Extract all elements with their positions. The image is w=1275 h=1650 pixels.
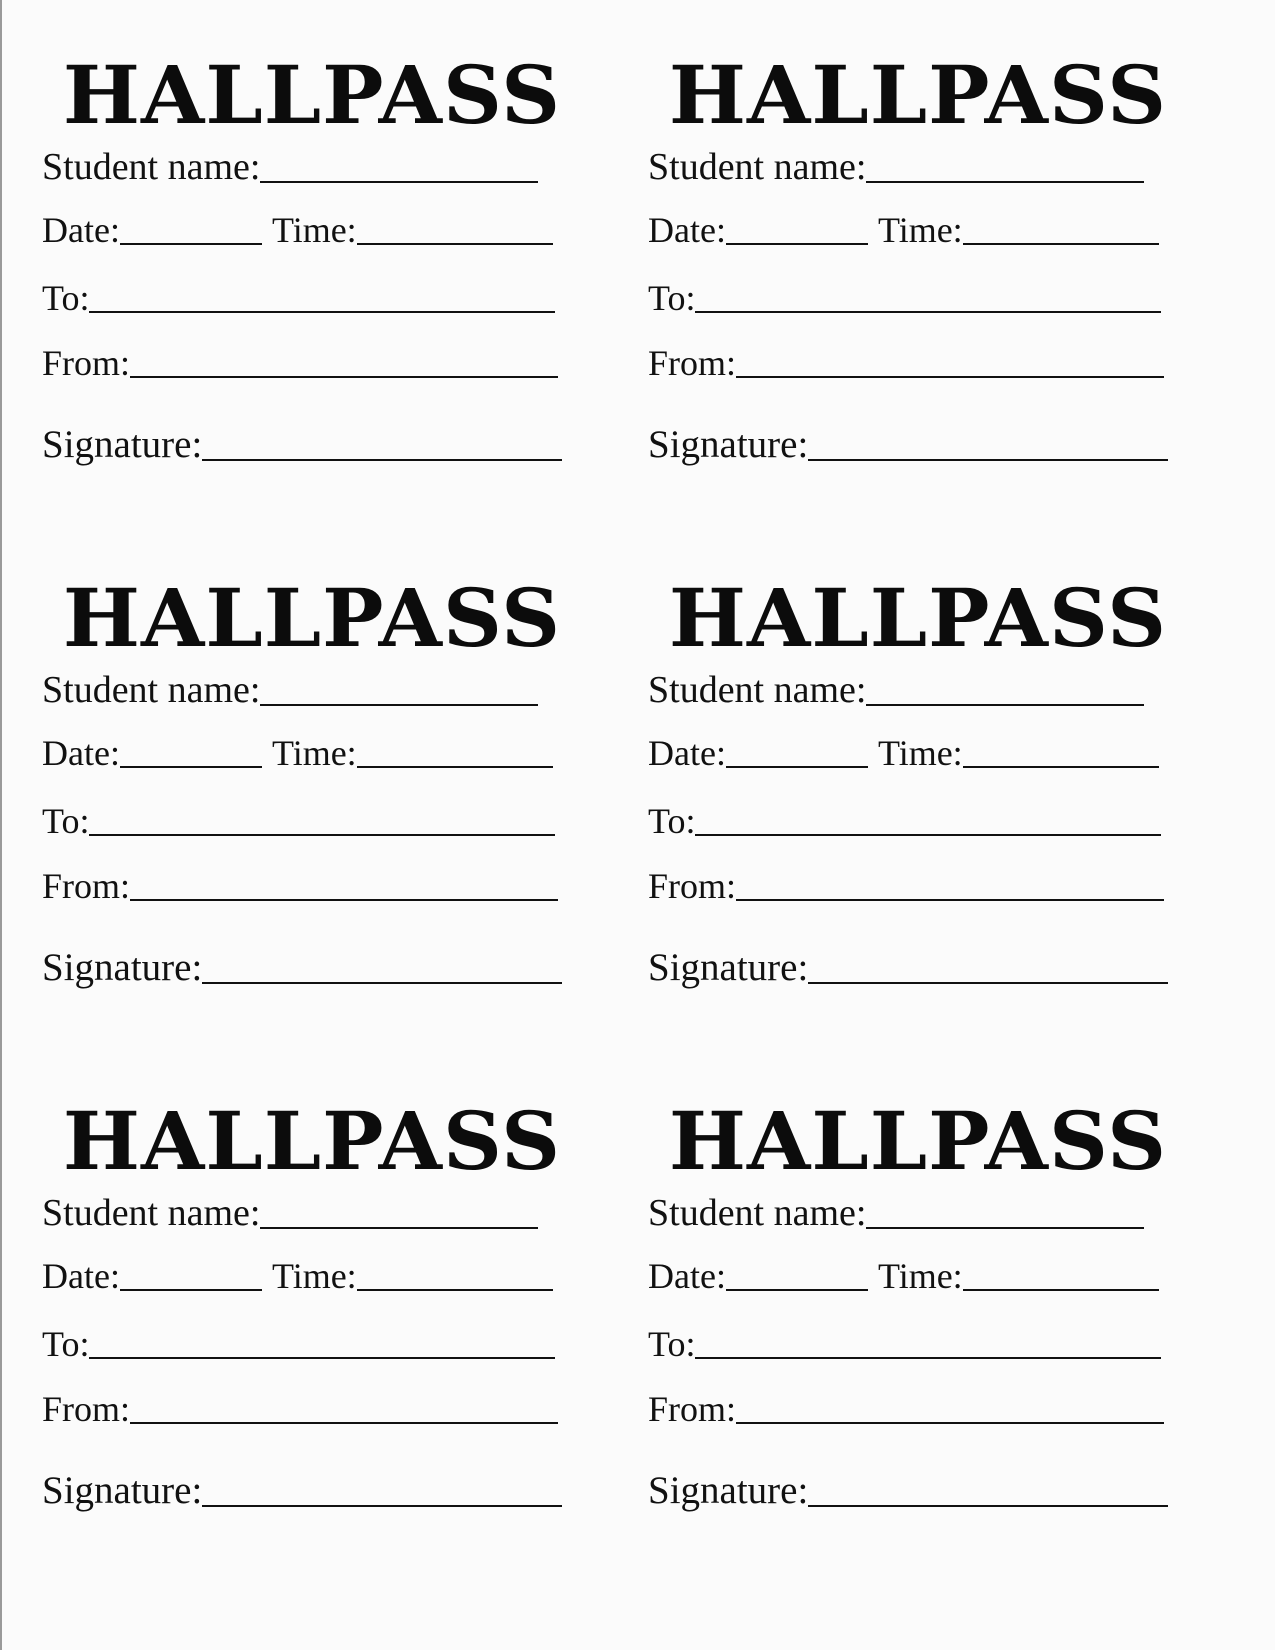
date-time-row bbox=[648, 735, 1159, 771]
hallpass-card-5 bbox=[42, 1046, 612, 1566]
time-blank[interactable] bbox=[963, 243, 1159, 245]
signature-row bbox=[42, 1471, 562, 1510]
to-label: To: bbox=[648, 1324, 696, 1364]
date-time-row bbox=[42, 212, 553, 248]
to-blank[interactable] bbox=[695, 834, 1161, 836]
date-blank[interactable] bbox=[120, 766, 262, 768]
from-label: From: bbox=[648, 343, 737, 383]
time-blank[interactable] bbox=[357, 766, 553, 768]
signature-row bbox=[42, 425, 562, 464]
signature-row bbox=[648, 425, 1168, 464]
time-label: Time: bbox=[271, 1256, 357, 1296]
to-label: To: bbox=[42, 801, 90, 841]
date-label: Date: bbox=[648, 210, 726, 250]
from-row bbox=[42, 345, 558, 381]
student-name-row bbox=[648, 1194, 1144, 1232]
to-blank[interactable] bbox=[89, 834, 555, 836]
from-row bbox=[42, 868, 558, 904]
signature-row bbox=[648, 1471, 1168, 1510]
student-name-label: Student name: bbox=[42, 669, 261, 711]
date-blank[interactable] bbox=[120, 243, 262, 245]
from-label: From: bbox=[648, 1389, 737, 1429]
time-label: Time: bbox=[271, 210, 357, 250]
signature-row bbox=[648, 948, 1168, 987]
to-row bbox=[648, 1326, 1161, 1362]
student-name-row bbox=[648, 148, 1144, 186]
to-blank[interactable] bbox=[695, 311, 1161, 313]
to-row bbox=[42, 280, 555, 316]
date-time-row bbox=[648, 1258, 1159, 1294]
signature-blank[interactable] bbox=[202, 982, 562, 984]
hallpass-title: HALLPASS bbox=[668, 1094, 1168, 1188]
from-blank[interactable] bbox=[130, 899, 558, 901]
to-label: To: bbox=[648, 278, 696, 318]
hallpass-card-1 bbox=[42, 0, 612, 520]
student-name-row bbox=[42, 148, 538, 186]
student-name-blank[interactable] bbox=[260, 1227, 538, 1229]
date-label: Date: bbox=[42, 210, 120, 250]
hallpass-title: HALLPASS bbox=[668, 571, 1168, 665]
signature-blank[interactable] bbox=[202, 1505, 562, 1507]
signature-label: Signature: bbox=[42, 946, 203, 989]
student-name-blank[interactable] bbox=[866, 1227, 1144, 1229]
student-name-blank[interactable] bbox=[260, 704, 538, 706]
from-blank[interactable] bbox=[736, 376, 1164, 378]
date-time-row bbox=[42, 735, 553, 771]
student-name-label: Student name: bbox=[648, 146, 867, 188]
student-name-label: Student name: bbox=[42, 146, 261, 188]
signature-label: Signature: bbox=[648, 423, 809, 466]
student-name-label: Student name: bbox=[42, 1192, 261, 1234]
time-label: Time: bbox=[877, 733, 963, 773]
from-row bbox=[648, 868, 1164, 904]
signature-blank[interactable] bbox=[808, 1505, 1168, 1507]
time-blank[interactable] bbox=[357, 1289, 553, 1291]
signature-blank[interactable] bbox=[808, 982, 1168, 984]
hallpass-card-6 bbox=[648, 1046, 1218, 1566]
from-blank[interactable] bbox=[736, 899, 1164, 901]
to-row bbox=[42, 803, 555, 839]
from-blank[interactable] bbox=[130, 376, 558, 378]
to-label: To: bbox=[648, 801, 696, 841]
date-label: Date: bbox=[648, 733, 726, 773]
time-label: Time: bbox=[271, 733, 357, 773]
student-name-label: Student name: bbox=[648, 1192, 867, 1234]
signature-label: Signature: bbox=[42, 423, 203, 466]
student-name-row bbox=[42, 1194, 538, 1232]
time-blank[interactable] bbox=[357, 243, 553, 245]
date-blank[interactable] bbox=[726, 1289, 868, 1291]
date-blank[interactable] bbox=[726, 243, 868, 245]
time-blank[interactable] bbox=[963, 766, 1159, 768]
date-time-row bbox=[42, 1258, 553, 1294]
student-name-blank[interactable] bbox=[866, 704, 1144, 706]
to-row bbox=[648, 280, 1161, 316]
date-blank[interactable] bbox=[726, 766, 868, 768]
student-name-row bbox=[648, 671, 1144, 709]
hallpass-card-3 bbox=[42, 523, 612, 1043]
hallpass-card-4 bbox=[648, 523, 1218, 1043]
to-blank[interactable] bbox=[89, 1357, 555, 1359]
from-row bbox=[648, 1391, 1164, 1427]
time-label: Time: bbox=[877, 210, 963, 250]
to-blank[interactable] bbox=[89, 311, 555, 313]
to-label: To: bbox=[42, 278, 90, 318]
student-name-label: Student name: bbox=[648, 669, 867, 711]
date-label: Date: bbox=[648, 1256, 726, 1296]
from-label: From: bbox=[42, 1389, 131, 1429]
signature-label: Signature: bbox=[648, 1469, 809, 1512]
student-name-blank[interactable] bbox=[866, 181, 1144, 183]
to-row bbox=[648, 803, 1161, 839]
student-name-row bbox=[42, 671, 538, 709]
signature-blank[interactable] bbox=[808, 459, 1168, 461]
hallpass-card-2 bbox=[648, 0, 1218, 520]
from-row bbox=[42, 1391, 558, 1427]
date-blank[interactable] bbox=[120, 1289, 262, 1291]
signature-blank[interactable] bbox=[202, 459, 562, 461]
from-label: From: bbox=[648, 866, 737, 906]
hallpass-title: HALLPASS bbox=[62, 1094, 562, 1188]
hallpass-title: HALLPASS bbox=[668, 48, 1168, 142]
signature-row bbox=[42, 948, 562, 987]
hallpass-title: HALLPASS bbox=[62, 571, 562, 665]
time-label: Time: bbox=[877, 1256, 963, 1296]
date-label: Date: bbox=[42, 1256, 120, 1296]
to-blank[interactable] bbox=[695, 1357, 1161, 1359]
to-row bbox=[42, 1326, 555, 1362]
date-time-row bbox=[648, 212, 1159, 248]
student-name-blank[interactable] bbox=[260, 181, 538, 183]
signature-label: Signature: bbox=[42, 1469, 203, 1512]
date-label: Date: bbox=[42, 733, 120, 773]
page-left-edge bbox=[0, 0, 2, 1650]
to-label: To: bbox=[42, 1324, 90, 1364]
from-blank[interactable] bbox=[130, 1422, 558, 1424]
signature-label: Signature: bbox=[648, 946, 809, 989]
time-blank[interactable] bbox=[963, 1289, 1159, 1291]
from-label: From: bbox=[42, 866, 131, 906]
hallpass-title: HALLPASS bbox=[62, 48, 562, 142]
from-label: From: bbox=[42, 343, 131, 383]
from-blank[interactable] bbox=[736, 1422, 1164, 1424]
from-row bbox=[648, 345, 1164, 381]
